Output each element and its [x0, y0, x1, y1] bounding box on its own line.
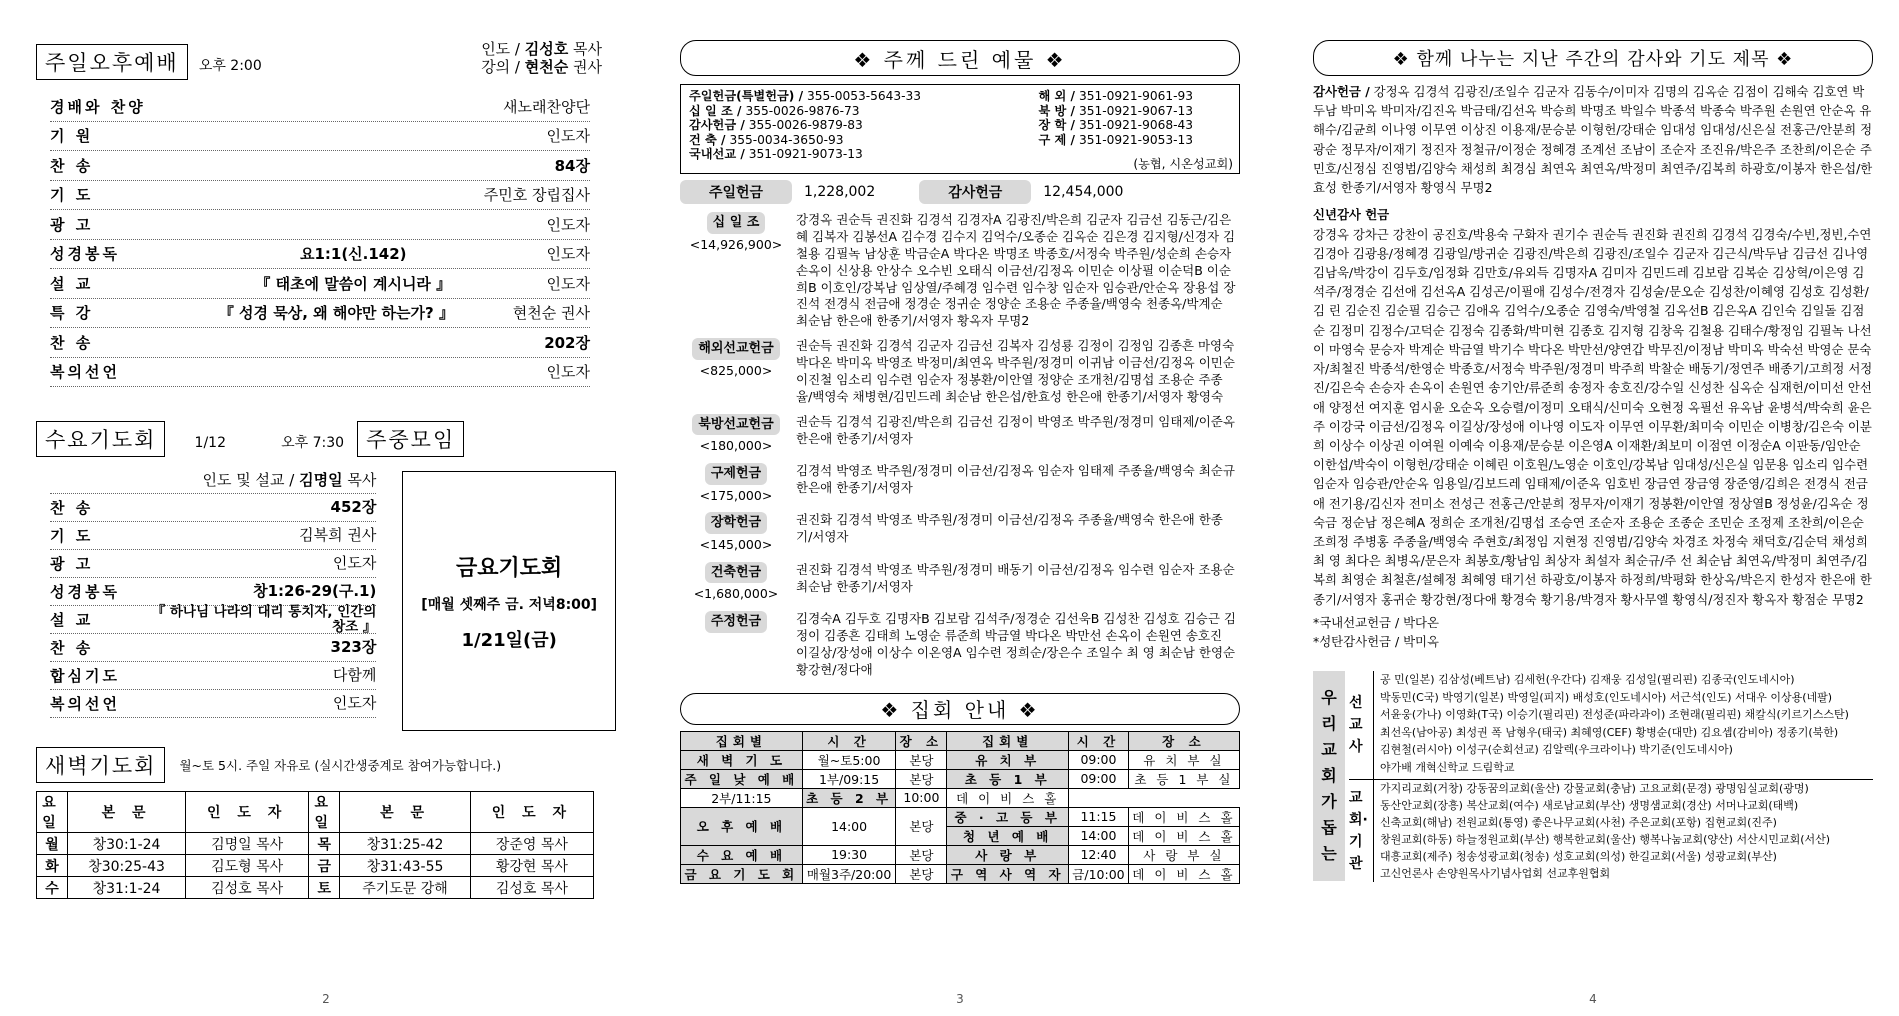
table-row	[681, 807, 1240, 826]
account-label: 북 방 /	[1038, 103, 1075, 118]
leader-label: 인도 /	[481, 40, 525, 58]
account-number: 351-0921-9068-43	[1079, 118, 1193, 132]
table-row	[681, 750, 1240, 769]
offering-names: 권순득 김경석 김광진/박은희 김금선 김정이 박영조 박주원/정경미 임태제/이준옥 한은애 한종기/서영자	[796, 413, 1235, 446]
sunday-order-row	[50, 328, 590, 358]
church-line: 가지리교회(거창) 강동꿈의교회(울산) 강물교회(충남) 고요교회(문경) 광명임실교회(광명)	[1380, 782, 1809, 796]
page-number: 3	[956, 992, 964, 1006]
account-number: 355-0026-9876-73	[745, 103, 860, 118]
wednesday-order-row	[50, 578, 376, 606]
account-row	[1019, 118, 1193, 133]
wednesday-order-row	[50, 662, 376, 690]
order-value: 창1:26-29(구.1)	[253, 582, 377, 600]
domestic-label: *국내선교헌금 /	[1313, 614, 1404, 630]
order-value: 84장	[554, 156, 590, 175]
new-year-label: 신년감사 헌금	[1313, 207, 1390, 223]
side-label-text: 우리교회가돕는	[1321, 688, 1337, 864]
thanks-offering-list	[1313, 82, 1873, 197]
order-value: 인도자	[332, 694, 377, 712]
sunday-order-row	[50, 299, 590, 329]
supported-box	[1313, 671, 1873, 881]
dawn-cell: 창31:43-55	[340, 855, 471, 877]
wednesday-time: 오후 7:30	[281, 435, 345, 451]
friday-prayer-box	[402, 471, 616, 731]
dawn-cell: 월	[37, 833, 68, 855]
dawn-header-cell: 인 도 자	[470, 792, 593, 833]
order-value: 인도자	[546, 245, 590, 264]
account-row	[1019, 104, 1193, 119]
wednesday-date: 1/12	[194, 435, 226, 451]
offering-amount: <825,000>	[699, 362, 773, 378]
dawn-header-cell: 본 문	[340, 792, 471, 833]
account-label: 십 일 조 /	[689, 103, 742, 118]
church-line: 창원교회(하동) 하늘정원교회(부산) 행복한교회(울산) 행복나눔교회(양산) 서산시민교회(서산)	[1380, 833, 1831, 847]
order-value: 현천순 권사	[512, 304, 590, 323]
meeting-time: 14:00	[802, 807, 896, 845]
order-content: 『 태초에 말씀이 계시니라 』	[255, 274, 452, 293]
speaker-role: 권사	[568, 58, 602, 76]
meeting-time: 2부/11:15	[681, 788, 803, 807]
meeting-place: 사 랑 부 실	[1128, 845, 1239, 864]
meeting-time: 1부/09:15	[802, 769, 896, 788]
meeting-table	[680, 731, 1240, 884]
meeting-name: 새 벽 기 도	[681, 750, 803, 769]
account-number: 355-0034-3650-93	[729, 132, 844, 147]
dawn-cell: 황강현 목사	[470, 855, 593, 877]
church-line: 대흥교회(제주) 청송성광교회(청송) 성호교회(의성) 한길교회(서울) 성광교회(부산)	[1380, 850, 1777, 864]
offering-names: 권순득 권진화 김경석 김군자 김금선 김복자 김성룡 김정이 김정임 김종흔 마영숙 박다온 박미옥 박영조 박정미/최연옥 박주원/정경미 이귀남 이금선/김정옥 이민순 이진철 임소리 임수련 임순자 정봉환/이안열 정양순 조개천/김명섭 조용순 주종율/백영숙 채병현/김민드레 최순남 한은섭/한효성 한은애 한종기/서영자 황영숙	[796, 338, 1235, 404]
offering-row	[680, 508, 1240, 557]
offering-name-cell	[680, 208, 792, 334]
order-value: 『 하나님 나라의 대리 통치자, 인간의 창조 』	[151, 603, 377, 635]
meeting-place: 본당	[896, 750, 947, 769]
sunday-order-list	[50, 92, 590, 387]
order-value: 인도자	[546, 215, 590, 234]
order-value: 인도자	[332, 554, 377, 572]
meeting-time: 매월3주/20:00	[802, 864, 896, 883]
wednesday-title: 수요기도회	[36, 421, 165, 457]
order-value: 새노래찬양단	[503, 97, 590, 116]
account-label: 국내선교 /	[689, 147, 745, 161]
order-label: 찬 송	[50, 499, 94, 517]
thanks-names: 강정옥 김경석 김광진/조일수 김군자 김동수/이미자 김명의 김옥순 김점이 김해숙 김호연 박두남 박미옥 박미자/김진옥 박금태/김선옥 박승희 박명조 박일수 박종석 박종숙 박주원 손원연 안순옥 유해수/김균희 이나영 이무연 이상진 이용재/문승분 이형헌/강태순 임대성 임대성/신은실 전홍근/안분희 정광순 정무자/이재기 정진자 정철규/이정순 정혜경 조계선 조남이 조순자 조진유/박은주 조찬희/이은순 주민호/신정심 진영범/김양숙 채성희 최경심 최연옥 최연옥/박정미 최연주/김복희 하광호/이봉자 한은섭/한효성 한종기/서영자 황영식 무명2	[1313, 84, 1873, 196]
meeting-header-cell: 장 소	[1128, 731, 1239, 750]
thanks-offering-label: 감사헌금	[919, 180, 1031, 204]
account-row	[1019, 89, 1193, 104]
order-label: 광 고	[50, 215, 94, 234]
new-year-names: 강경옥 강차근 강찬이 공진호/박용숙 구화자 권기수 권순득 권진화 권진희 김경석 김경숙/수빈,정빈,수연 김경아 김광용/정혜경 김광일/방귀순 김광진/박은희 김광진/조일수 김군자 김근식/박두남 김금선 김나영 김남욱/박강이 김두호/임정화 김만호/유외득 김명자A 김미자 김민드레 김보람 김복순 김상혁/이은영 김석주/정경순 김선애 김선옥A 김성곤/이필애 김성수/전경자 김성술/문오순 김성찬/이혜영 김성호 김성환/김 린 김순진 김순필 김승근 김애옥 김억수/오종순 김영숙/박영철 김옥선B 김은옥A 김인숙 김일돌 김점순 김정미 김정수/고덕순 김정숙 김종화/박미현 김종호 김지형 김창욱 김철용 김태수/황정임 김필녹 나선이 마영숙 문승자 박계순 박금열 박기수 박다온 박만선/양연갑 박무진/이정남 박미옥 박숙선 박영순 문숙자/최철진 박종석/한영순 박종호/서정숙 박주원/정경미 박주희 박찰순 배동기/정연주 배종기/고희정 서정진/김은숙 손승자 손옥이 손원연 송기안/류준희 송정자 송호진/강수일 신성찬 심옥순 심재헌/이미선 안선애 양정선 여지훈 엄시윤 오순옥 오승렬/이정미 오태식/신미숙 오현정 옥필선 유옥남 윤병석/박숙희 윤은주 이강국 이금선/김정옥 이길상/장성애 이나영 이도자 이무연 이무환/최미숙 이민순 이병창/김은숙 이분희 이상수 이상권 이여원 이예숙 이용재/문승분 이은영A 이재환/최보미 이점연 이정순A 이판동/임안순 이한섭/박숙이 이형헌/강태순 이혜린 이호원/노영순 이호인/강복남 임대성/신은실 임문용 임소리 임수련 임순자 임승관/안순옥 임용일/김보드레 임태제/이준옥 임호빈 장금연 장금영 장준영/김희은 전경식 전금애 전기용/김신자 전미소 전성근 전홍근/안분희 정무자/이재기 정봉환/이안열 정상열B 정성윤/김옥순 정숙금 정순남 정은혜A 정희순 조개천/김명섭 조승연 조순자 조용순 조종순 조민순 조정제 조찬희/이은순 조희정 주병홍 주종율/백영숙 주현호/최정임 지현정 진영범/김양숙 차경조 차정숙 채덕호/김순덕 채성희 최 영 최다은 최병옥/문은자 최봉호/황남임 최상자 최설자 최순규/주 선 최순남 최연옥/박정미 최연주/김복희 최영순 최철흔/설혜정 최혜영 태기선 하광호/이봉자 하정희/박평화 한상옥/박은지 한성자 한은애 한종기/서영자 홍귀순 황강현/정다애 황경숙 황기용/박경자 황사무엘 황영식/정진자 황옥자 황점순 무명2	[1313, 226, 1873, 607]
meeting-header-cell: 장 소	[896, 731, 947, 750]
dawn-cell: 창31:1-24	[68, 877, 186, 899]
meeting-name: 청 년 예 배	[947, 826, 1069, 845]
wednesday-order-row	[50, 634, 376, 662]
page-4	[1313, 0, 1873, 1016]
order-value: 주민호 장립집사	[483, 186, 590, 205]
sunday-offering-amount: 1,228,002	[804, 184, 876, 200]
sunday-order-row	[50, 269, 590, 299]
weekly-meeting-title: 주중모임	[357, 421, 464, 457]
meeting-place: 본당	[896, 845, 947, 864]
offering-name-cell	[680, 508, 792, 557]
dawn-header-cell: 인 도 자	[186, 792, 309, 833]
meeting-place: 본당	[896, 769, 947, 788]
order-value: 452장	[330, 498, 377, 516]
church-line: 동산안교회(장흥) 복산교회(여수) 새로남교회(부산) 생명샘교회(경산) 서머나교회(태백)	[1380, 799, 1799, 813]
order-content: 요1:1(신.142)	[299, 245, 407, 264]
meeting-name: 초 등 1 부	[947, 769, 1069, 788]
dawn-header	[36, 747, 616, 783]
order-label: 합심기도	[50, 667, 120, 685]
speaker-name: 현천순	[524, 58, 569, 76]
meeting-time: 11:15	[1069, 807, 1129, 826]
dawn-cell: 창30:25-43	[68, 855, 186, 877]
dawn-cell: 목	[309, 833, 340, 855]
wednesday-header	[36, 421, 616, 457]
order-value: 인도자	[546, 274, 590, 293]
dawn-header-cell: 요일	[309, 792, 340, 833]
dawn-cell: 금	[309, 855, 340, 877]
order-value: 202장	[544, 333, 590, 352]
missionary-label: 선교사	[1349, 695, 1363, 756]
order-label: 기 도	[50, 527, 94, 545]
meeting-time: 09:00	[1069, 750, 1129, 769]
dawn-cell: 김성호 목사	[470, 877, 593, 899]
offering-names: 권진화 김경석 박영조 박주원/정경미 배동기 이금선/김정옥 임수련 임순자 조용순 최순남 한종기/서영자	[796, 561, 1235, 594]
wed-leader-role: 목사	[342, 471, 377, 489]
order-label: 광 고	[50, 555, 94, 573]
meeting-name: 오 후 예 배	[681, 807, 803, 845]
table-row	[681, 769, 1240, 788]
account-number: 355-0026-9879-83	[748, 118, 863, 132]
account-number: 351-0921-9053-13	[1079, 132, 1193, 147]
domestic-value: 박다온	[1403, 614, 1439, 630]
order-value: 323장	[330, 638, 377, 656]
account-label: 구 제 /	[1038, 132, 1075, 147]
offering-name: 구제헌금	[705, 463, 767, 485]
account-label: 주일헌금(특별헌금) /	[689, 89, 804, 103]
dawn-title: 새벽기도회	[36, 747, 165, 783]
order-label: 기 도	[50, 186, 94, 205]
meeting-place: 데 이 비 스 홀	[947, 788, 1069, 807]
order-label: 찬 송	[50, 156, 94, 175]
speaker-label: 강의 /	[481, 58, 525, 76]
account-number: 351-0921-9061-93	[1079, 89, 1193, 103]
order-label: 찬 송	[50, 639, 94, 657]
page-3	[680, 0, 1240, 1016]
offering-title: ❖ 주께 드린 예물 ❖	[680, 40, 1240, 76]
sunday-order-row	[50, 210, 590, 240]
offering-amount: <180,000>	[699, 438, 773, 454]
dawn-cell: 김명일 목사	[186, 833, 309, 855]
meeting-place: 유 치 부 실	[1128, 750, 1239, 769]
meeting-time: 10:00	[896, 788, 947, 807]
prayer-title: ❖ 함께 나누는 지난 주간의 감사와 기도 제목 ❖	[1313, 40, 1873, 76]
sunday-afternoon-header	[36, 40, 616, 84]
church-line: 신축교회(해남) 전원교회(통영) 좋은나무교회(사천) 주은교회(포항) 집현교회(진주)	[1380, 816, 1777, 830]
dawn-header-cell: 본 문	[68, 792, 186, 833]
christmas-offering	[1313, 632, 1873, 651]
meeting-place: 데 이 비 스 홀	[1128, 826, 1239, 845]
order-value: 인도자	[546, 127, 590, 146]
order-value: 김복희 권사	[299, 526, 377, 544]
offering-names: 김경석 박영조 박주원/정경미 이금선/김정옥 임순자 임태제 주종율/백영숙 최순규 한은애 한종기/서영자	[796, 463, 1235, 495]
dawn-cell: 수	[37, 877, 68, 899]
account-row	[689, 118, 1019, 133]
side-label	[1313, 671, 1345, 881]
domestic-mission	[1313, 613, 1873, 632]
dawn-cell: 김성호 목사	[186, 877, 309, 899]
meeting-time: 09:00	[1069, 769, 1129, 788]
meeting-name: 사 랑 부	[947, 845, 1069, 864]
page-2	[36, 0, 616, 1016]
order-label: 설 교	[50, 274, 94, 293]
offering-name: 건축헌금	[705, 562, 767, 584]
meeting-time: 12:40	[1069, 845, 1129, 864]
meeting-time: 월~토5:00	[802, 750, 896, 769]
offering-amount: <175,000>	[699, 487, 773, 503]
offering-name-cell	[680, 558, 792, 607]
table-row	[37, 855, 594, 877]
bank-name: (농협, 시온성교회)	[1133, 156, 1233, 171]
meeting-time: 19:30	[802, 845, 896, 864]
dawn-cell: 창30:1-24	[68, 833, 186, 855]
dawn-cell: 주기도문 강해	[340, 877, 471, 899]
offering-name: 해외선교헌금	[692, 338, 779, 360]
christmas-value: 박미옥	[1403, 634, 1439, 650]
offering-name-cell	[680, 459, 792, 508]
offering-row	[680, 334, 1240, 410]
sunday-afternoon-title: 주일오후예배	[36, 44, 188, 80]
meeting-name: 초 등 2 부	[802, 788, 896, 807]
order-label: 특 강	[50, 304, 94, 323]
leader-role: 목사	[568, 40, 602, 58]
friday-title: 금요기도회	[456, 555, 563, 581]
order-label: 경배와 찬양	[50, 97, 146, 116]
offering-row	[680, 410, 1240, 459]
meeting-name: 유 치 부	[947, 750, 1069, 769]
meeting-time: 14:00	[1069, 826, 1129, 845]
thanks-offering-amount: 12,454,000	[1043, 184, 1124, 200]
wed-leader-name: 김명일	[299, 471, 343, 489]
dawn-note: 월~토 5시. 주일 자유로 (실시간생중계로 참여가능합니다.)	[179, 758, 502, 773]
meeting-name: 구 역 사 역 자	[947, 864, 1069, 883]
offering-names: 권진화 김경석 박영조 박주원/정경미 이금선/김정옥 주종율/백영숙 한은애 한종기/서영자	[796, 512, 1223, 545]
wednesday-order-row	[50, 603, 377, 635]
church-label: 교회·기관	[1349, 790, 1368, 873]
dawn-cell: 화	[37, 855, 68, 877]
leader-name: 김성호	[524, 40, 569, 58]
offering-name: 북방선교헌금	[692, 414, 779, 436]
new-year-offering	[1313, 205, 1873, 609]
meeting-header-cell: 집회별	[681, 731, 803, 750]
account-label: 감사헌금 /	[689, 118, 745, 132]
table-row	[681, 845, 1240, 864]
offering-row	[680, 208, 1240, 334]
meeting-place: 본당	[896, 807, 947, 845]
offering-names: 강경옥 권순득 권진화 김경석 김경자A 김광진/박은희 김군자 김금선 김동근/김은혜 김복자 김봉선A 김수경 김수지 김억수/오종순 김옥순 김은경 김지형/신경자 김철용 김필녹 남상훈 박금순A 박다온 박명조 박종호/서정숙 박주원/성순희 손승자 손옥이 신상용 안상수 오수빈 오태식 이금선/김정옥 이민순 이상필 이순덕B 이순희B 이호인/강복남 임상열/주혜경 임수련 임수창 임순자 임승관/안순옥 장용섭 장진석 전경식 전금애 정경순 정귀순 정양순 조용순 주종율/백영숙 천종옥/박계순 최순남 한은애 한종기/서영자 황옥자 무명2	[796, 212, 1236, 329]
missionary-line: 공 민(일본) 김삼성(베트남) 김세헌(우간다) 김재웅 김성일(필리핀) 김종국(인도네시아)	[1380, 673, 1795, 687]
account-label: 해 외 /	[1038, 89, 1075, 103]
sunday-afternoon-time: 오후 2:00	[198, 58, 262, 74]
meeting-time: 금/10:00	[1069, 864, 1129, 883]
account-row	[689, 133, 1019, 148]
meeting-name: 수 요 예 배	[681, 845, 803, 864]
offering-names: 김경숙A 김두호 김명자B 김보람 김석주/정경순 김선욱B 김성찬 김성호 김승근 김정이 김종흔 김태희 노영순 류준희 박금열 박다온 박만선 손옥이 손원연 송호진 이길상/장성애 이상수 이온영A 임수련 정희순/장은수 조일수 최 영 최순남 한영순 황강현/정다애	[796, 611, 1237, 677]
account-row	[689, 104, 1019, 119]
order-label: 설 교	[50, 611, 94, 629]
sunday-order-row	[50, 240, 590, 270]
meeting-name: 중 · 고 등 부	[947, 807, 1069, 826]
missionary-line: 최선옥(남아공) 최성권 폭 남형우(태국) 최혜영(CEF) 황병순(대만) 김요셉(감비아) 정종기(북한)	[1380, 725, 1839, 739]
dawn-cell: 토	[309, 877, 340, 899]
offering-amount: <1,680,000>	[693, 586, 779, 602]
account-number: 351-0921-9073-13	[748, 147, 863, 161]
offering-name: 주정헌금	[705, 611, 767, 633]
dawn-header-cell: 요일	[37, 792, 68, 833]
offering-row	[680, 558, 1240, 607]
offering-name-cell	[680, 410, 792, 459]
offering-name-cell	[680, 607, 792, 683]
account-number: 355-0053-5643-33	[807, 89, 922, 103]
offering-name: 장학헌금	[705, 512, 767, 534]
offering-list	[680, 208, 1240, 683]
church-list	[1373, 780, 1830, 882]
wednesday-order-row	[50, 690, 376, 718]
meeting-title: ❖ 집회 안내 ❖	[680, 693, 1240, 725]
table-row	[681, 864, 1240, 883]
meeting-header-cell: 집회별	[947, 731, 1069, 750]
offering-amount: <145,000>	[699, 537, 773, 553]
dawn-cell: 창31:25-42	[340, 833, 471, 855]
thanks-label: 감사헌금 /	[1313, 84, 1370, 99]
account-row	[1019, 133, 1193, 148]
order-value: 인도자	[546, 363, 590, 382]
meeting-name: 금 요 기 도 회	[681, 864, 803, 883]
order-label: 성경봉독	[50, 583, 120, 601]
account-label: 장 학 /	[1038, 118, 1075, 132]
table-row	[37, 833, 594, 855]
offering-totals	[680, 180, 1240, 204]
wednesday-order-list	[50, 494, 376, 718]
order-label: 복의선언	[50, 363, 120, 382]
sunday-order-row	[50, 122, 590, 152]
friday-subtitle: [매월 셋째주 금. 저녁8:00]	[421, 596, 598, 613]
church-line: 고신언론사 손양원목사기념사업회 선교후원협회	[1380, 867, 1611, 881]
sunday-offering-label: 주일헌금	[680, 180, 792, 204]
wed-leader-label: 인도 및 설교 /	[202, 471, 300, 489]
meeting-name: 주 일 낮 예 배	[681, 769, 803, 788]
page-number: 4	[1589, 992, 1597, 1006]
offering-name-cell	[680, 334, 792, 410]
sunday-order-row	[50, 358, 590, 388]
missionary-line: 서윤웅(가나) 이영화(T국) 이승기(필리핀) 전성준(파라과이) 조현래(필리핀) 채칼식(키르기스스탄)	[1380, 708, 1849, 722]
order-label: 복의선언	[50, 695, 120, 713]
missionary-line: 김현철(러시아) 이성구(순회선교) 김알렉(우크라이나) 박기준(인도네시아)	[1380, 743, 1733, 757]
page-number: 2	[322, 992, 330, 1006]
order-content: 『 성경 묵상, 왜 해야만 하는가? 』	[218, 304, 454, 323]
meeting-place: 본당	[896, 864, 947, 883]
offering-row	[680, 459, 1240, 508]
wednesday-order-row	[50, 550, 376, 578]
account-row	[689, 147, 1019, 162]
account-number: 351-0921-9067-13	[1079, 103, 1193, 118]
dawn-cell: 장준영 목사	[470, 833, 593, 855]
friday-date: 1/21일(금)	[461, 629, 557, 651]
order-label: 기 원	[50, 127, 94, 146]
meeting-place: 데 이 비 스 홀	[1128, 807, 1239, 826]
order-value: 다함께	[332, 666, 377, 684]
account-box	[680, 84, 1240, 174]
wednesday-order-row	[50, 494, 376, 522]
accounts-left	[689, 89, 1019, 169]
account-row	[689, 89, 1019, 104]
offering-row	[680, 607, 1240, 683]
sunday-order-row	[50, 151, 590, 181]
sunday-order-row	[50, 181, 590, 211]
account-label: 건 축 /	[689, 132, 726, 147]
table-row	[37, 877, 594, 899]
meeting-place: 데 이 비 스 홀	[1128, 864, 1239, 883]
christmas-label: *성탄감사헌금 /	[1313, 634, 1404, 650]
offering-amount: <14,926,900>	[689, 236, 783, 252]
order-label: 찬 송	[50, 333, 94, 352]
wednesday-order-row	[50, 522, 376, 550]
order-label: 성경봉독	[50, 245, 120, 264]
meeting-header-cell: 시 간	[802, 731, 896, 750]
meeting-place: 초 등 1 부 실	[1128, 769, 1239, 788]
dawn-schedule-table	[36, 791, 594, 899]
missionary-line: 야가배 개혁신학교 드림학교	[1380, 760, 1515, 774]
table-row	[681, 788, 1240, 807]
wednesday-leader	[50, 469, 376, 494]
offering-name: 십 일 조	[707, 212, 766, 234]
sunday-order-row	[50, 92, 590, 122]
meeting-header-cell: 시 간	[1069, 731, 1129, 750]
missionary-list	[1373, 671, 1849, 779]
dawn-cell: 김도형 목사	[186, 855, 309, 877]
missionary-line: 박동민(C국) 박영기(일본) 박영일(피지) 배성호(인도네시아) 서근석(인도) 서대우 이상용(네팔)	[1380, 690, 1833, 704]
